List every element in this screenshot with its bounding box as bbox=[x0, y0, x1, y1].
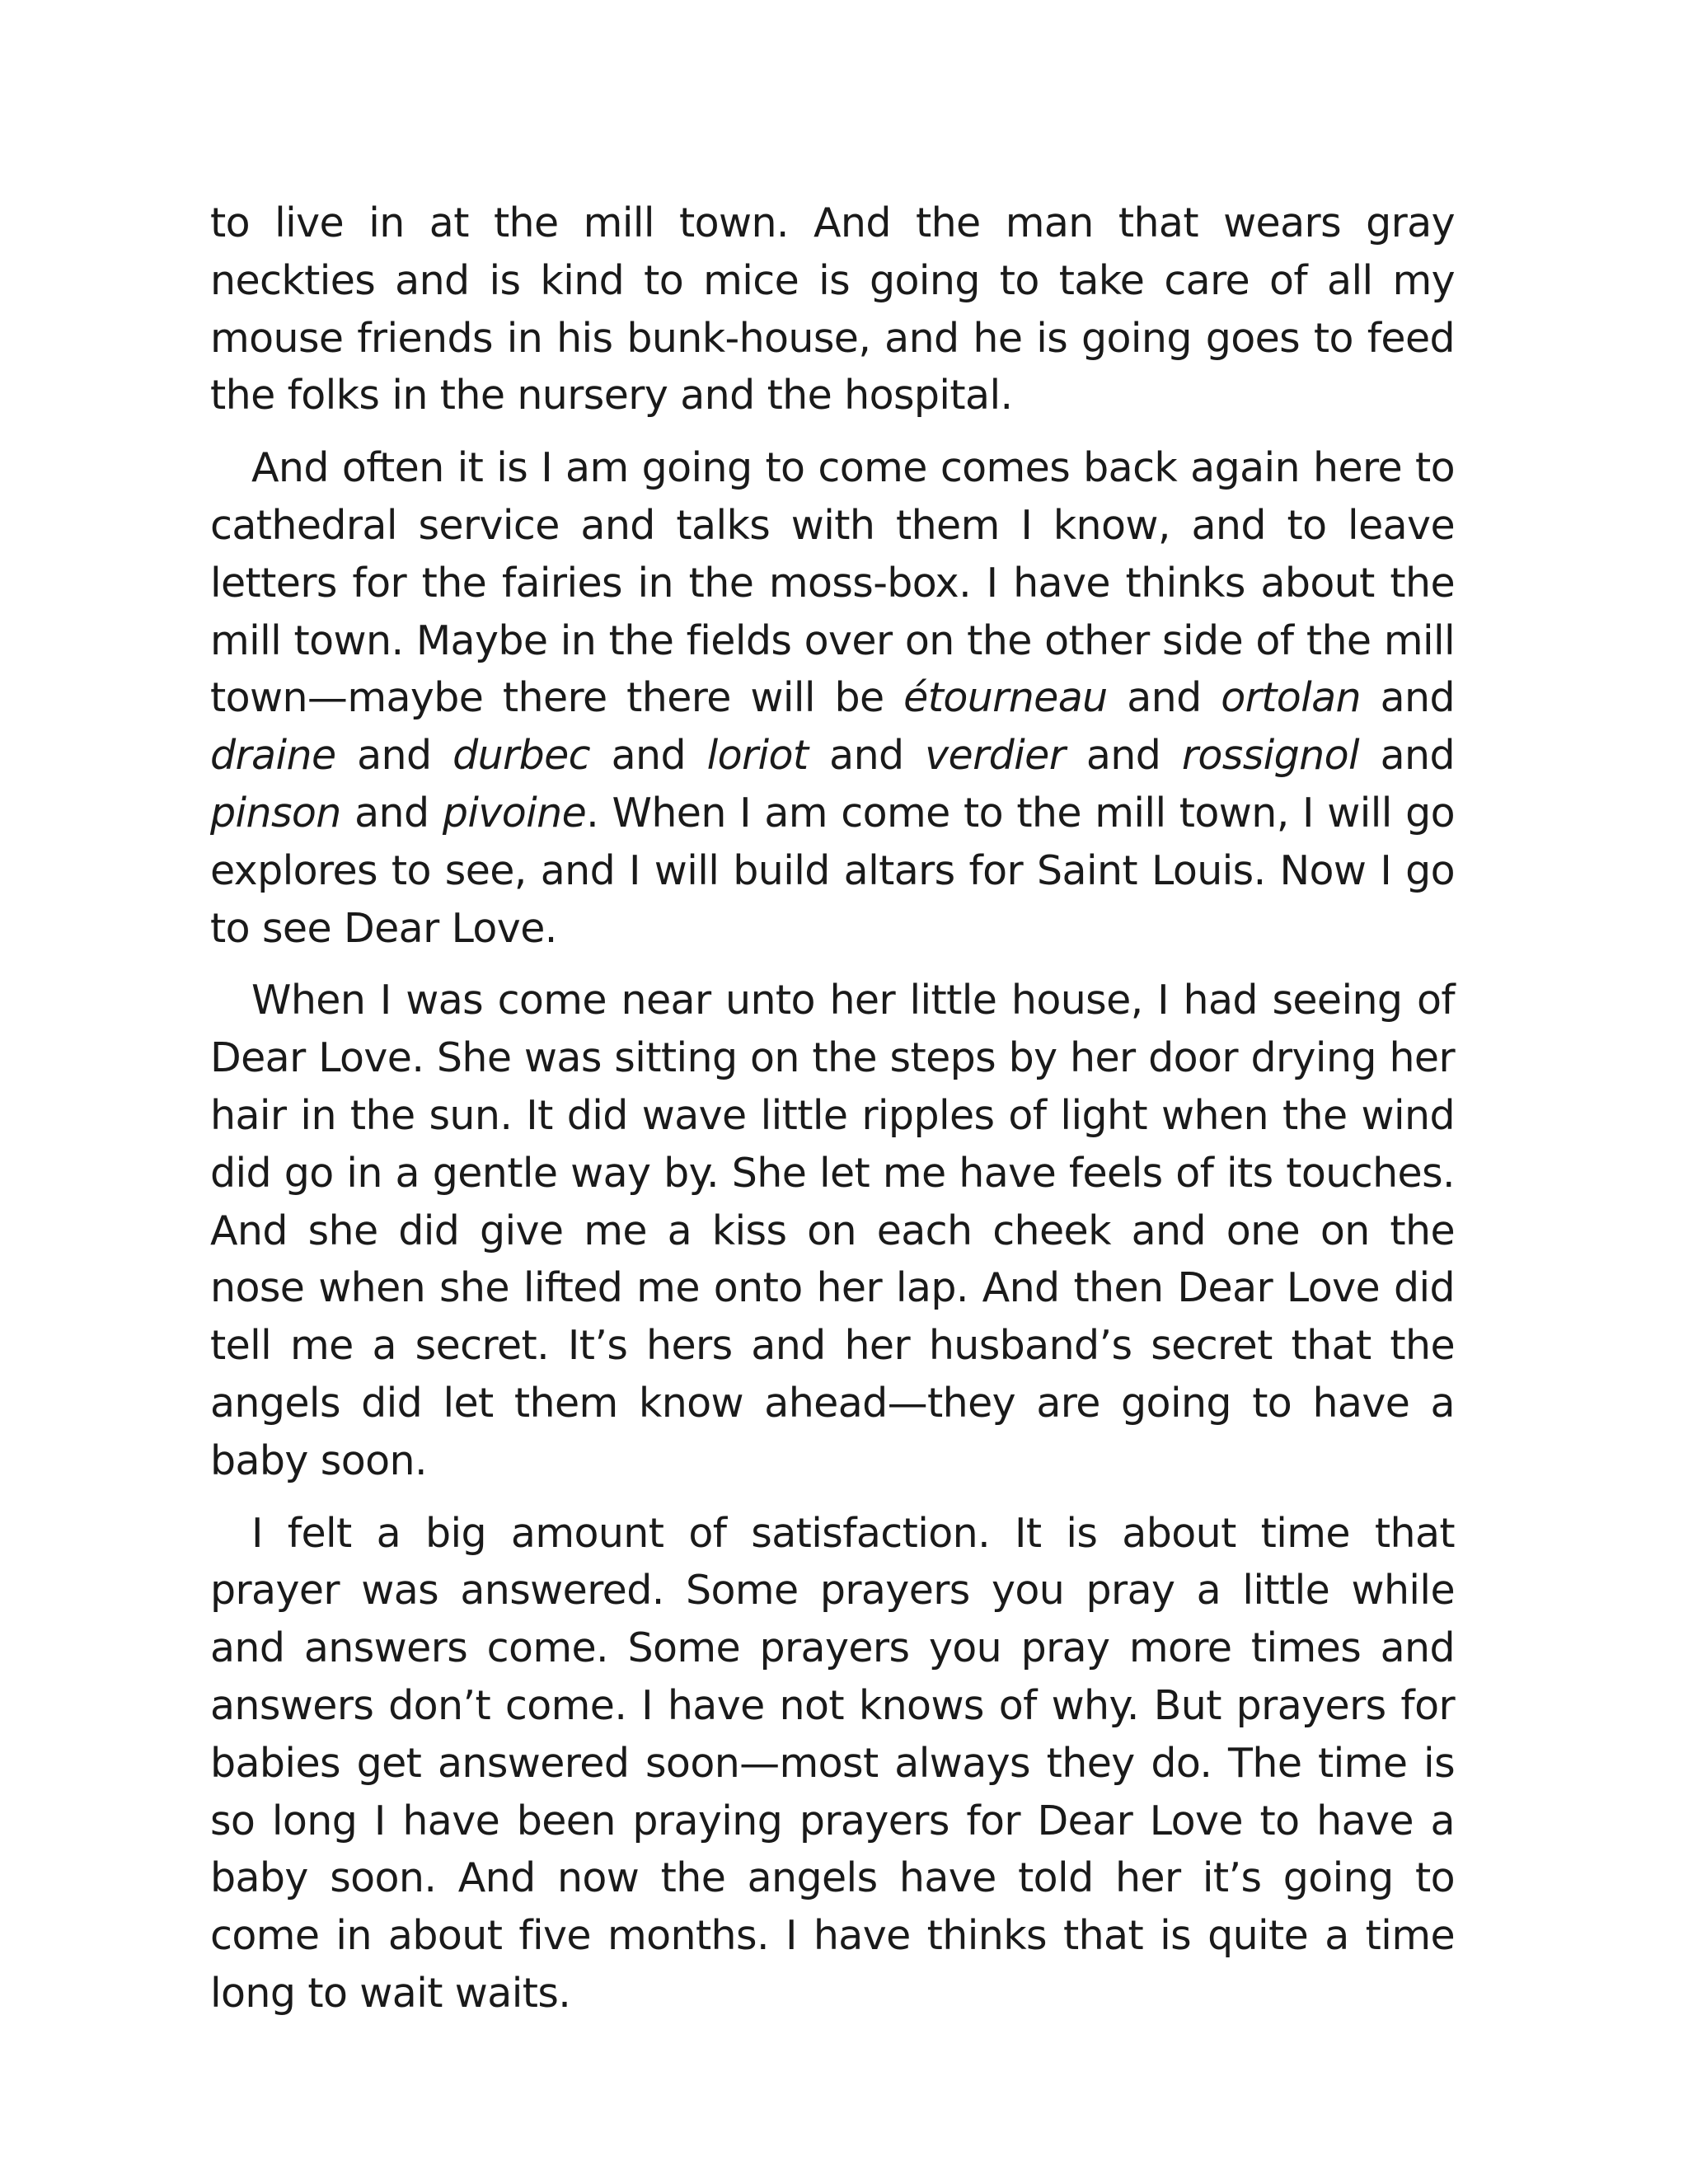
body-text bbox=[210, 194, 1455, 2037]
text-run: When I was come near unto her little house, I had seeing of Dear Love. She was sitting on the steps by her door drying her hair in the sun. It did wave little ripples of light when the wind did go in a gentle way by. She let me have feels of its touches. And she did give me a kiss on each cheek and one on the nose when she lifted me onto her lap. And then Dear Love did tell me a secret. It’s hers and her husband’s secret that the angels did let them know ahead—they are going to have a baby soon. bbox=[210, 977, 1455, 1484]
text-run: and bbox=[1361, 674, 1455, 722]
italic-term: loriot bbox=[706, 732, 809, 780]
text-run: and bbox=[335, 732, 453, 780]
italic-term: rossignol bbox=[1181, 732, 1359, 780]
text-run: to live in at the mill town. And the man that wears gray neckties and is kind to mice is going to take care of all my mouse friends in his bunk-house, and he is going goes to feed the folks in the nursery and the hospital. bbox=[210, 199, 1455, 419]
text-run: . When I am come to the mill town, I will go explores to see, and I will build altars for Saint Louis. Now I go to see Dear Love. bbox=[210, 789, 1455, 952]
italic-term: durbec bbox=[452, 732, 590, 780]
text-run: I felt a big amount of satisfaction. It is about time that prayer was answered. Some prayers you pray a little while and answers come. Some prayers you pray more times and answers don’t come. I have not knows of why. But prayers for babies get answered soon—most always they do. The time is so long I have been praying prayers for Dear Love to have a baby soon. And now the angels have told her it’s going to come in about five months. I have thinks that is quite a time long to wait waits. bbox=[210, 1509, 1455, 2017]
text-run: and bbox=[1359, 732, 1455, 780]
italic-term: verdier bbox=[925, 732, 1066, 780]
italic-term: pivoine bbox=[442, 789, 587, 837]
italic-term: étourneau bbox=[903, 674, 1108, 722]
italic-term: pinson bbox=[210, 789, 341, 837]
italic-term: draine bbox=[210, 732, 336, 780]
italic-term: ortolan bbox=[1221, 674, 1361, 722]
paragraph-2 bbox=[210, 439, 1455, 957]
text-run: and bbox=[590, 732, 707, 780]
paragraph-1 bbox=[210, 194, 1455, 424]
text-run: and bbox=[340, 789, 443, 837]
text-run: And often it is I am going to come comes back again here to cathedral service and talks with them I know, and to leave letters for the fairies in the moss-box. I have thinks about the mill town. Maybe in the fields over on the other side of the mill town—maybe there there will be bbox=[210, 444, 1455, 722]
text-run: and bbox=[1107, 674, 1221, 722]
paragraph-3 bbox=[210, 972, 1455, 1489]
paragraph-4 bbox=[210, 1505, 1455, 2022]
text-run: and bbox=[808, 732, 926, 780]
text-run: and bbox=[1065, 732, 1182, 780]
